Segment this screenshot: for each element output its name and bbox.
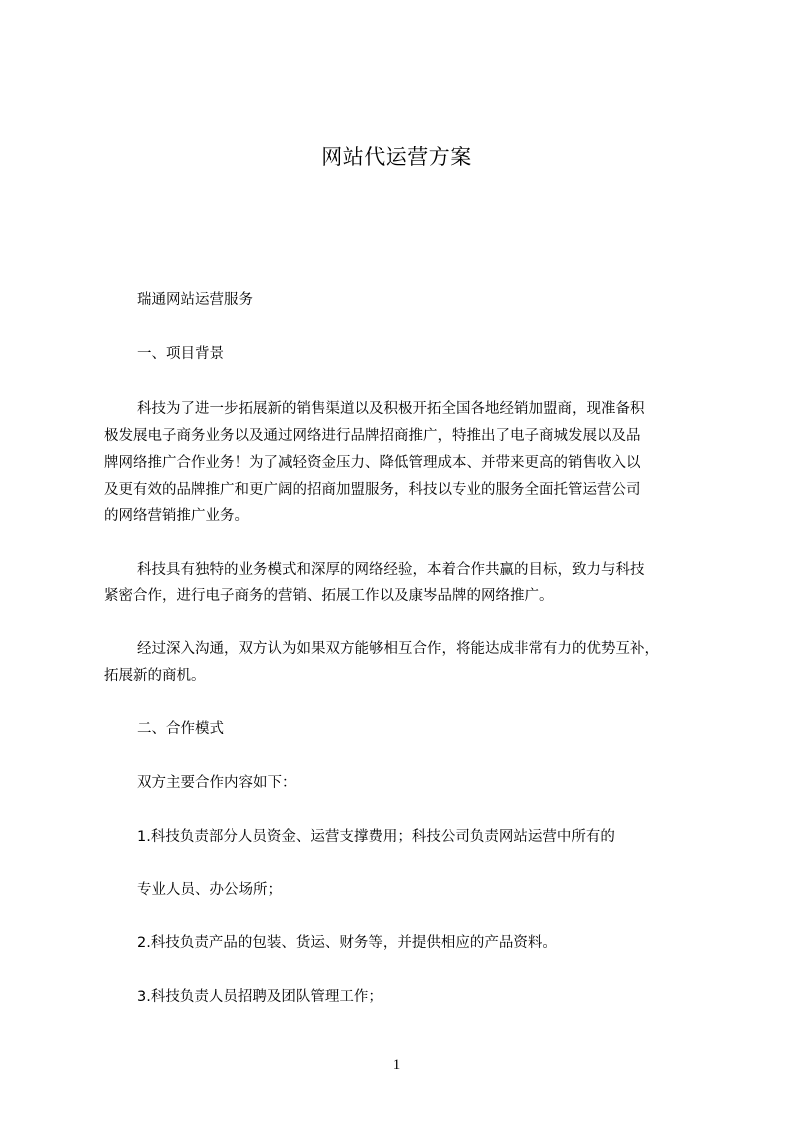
paragraph-line: 科技具有独特的业务模式和深厚的网络经验，本着合作共赢的目标，致力与科技: [137, 562, 645, 578]
list-item: 专业人员、办公场所；: [137, 882, 282, 898]
paragraph-line: 牌网络推广合作业务！为了减轻资金压力、降低管理成本、并带来更高的销售收入以: [104, 455, 641, 471]
paragraph-line: 经过深入沟通，双方认为如果双方能够相互合作，将能达成非常有力的优势互补，: [137, 641, 659, 657]
page-number: 1: [392, 1057, 401, 1073]
document-title: 网站代运营方案: [321, 145, 472, 169]
section-heading-cooperation: 二、合作模式: [137, 721, 224, 737]
list-item: 1.科技负责部分人员资金、运营支撑费用；科技公司负责网站运营中所有的: [137, 829, 615, 845]
paragraph-line: 科技为了进一步拓展新的销售渠道以及积极开拓全国各地经销加盟商，现准备积: [137, 401, 645, 417]
paragraph-line: 紧密合作，进行电子商务的营销、拓展工作以及康岑品牌的网络推广。: [104, 588, 554, 604]
section-heading-background: 一、项目背景: [137, 346, 224, 362]
list-item: 3.科技负责人员招聘及团队管理工作；: [137, 989, 383, 1005]
paragraph-line: 极发展电子商务业务以及通过网络进行品牌招商推广，特推出了电子商城发展以及品: [104, 428, 641, 444]
list-item: 2.科技负责产品的包装、货运、财务等，并提供相应的产品资料。: [137, 935, 557, 951]
subtitle: 瑞通网站运营服务: [137, 292, 253, 308]
cooperation-intro: 双方主要合作内容如下：: [137, 775, 297, 791]
paragraph-line: 拓展新的商机。: [104, 668, 206, 684]
paragraph-line: 的网络营销推广业务。: [104, 508, 249, 524]
paragraph-line: 及更有效的品牌推广和更广阔的招商加盟服务，科技以专业的服务全面托管运营公司: [104, 482, 641, 498]
